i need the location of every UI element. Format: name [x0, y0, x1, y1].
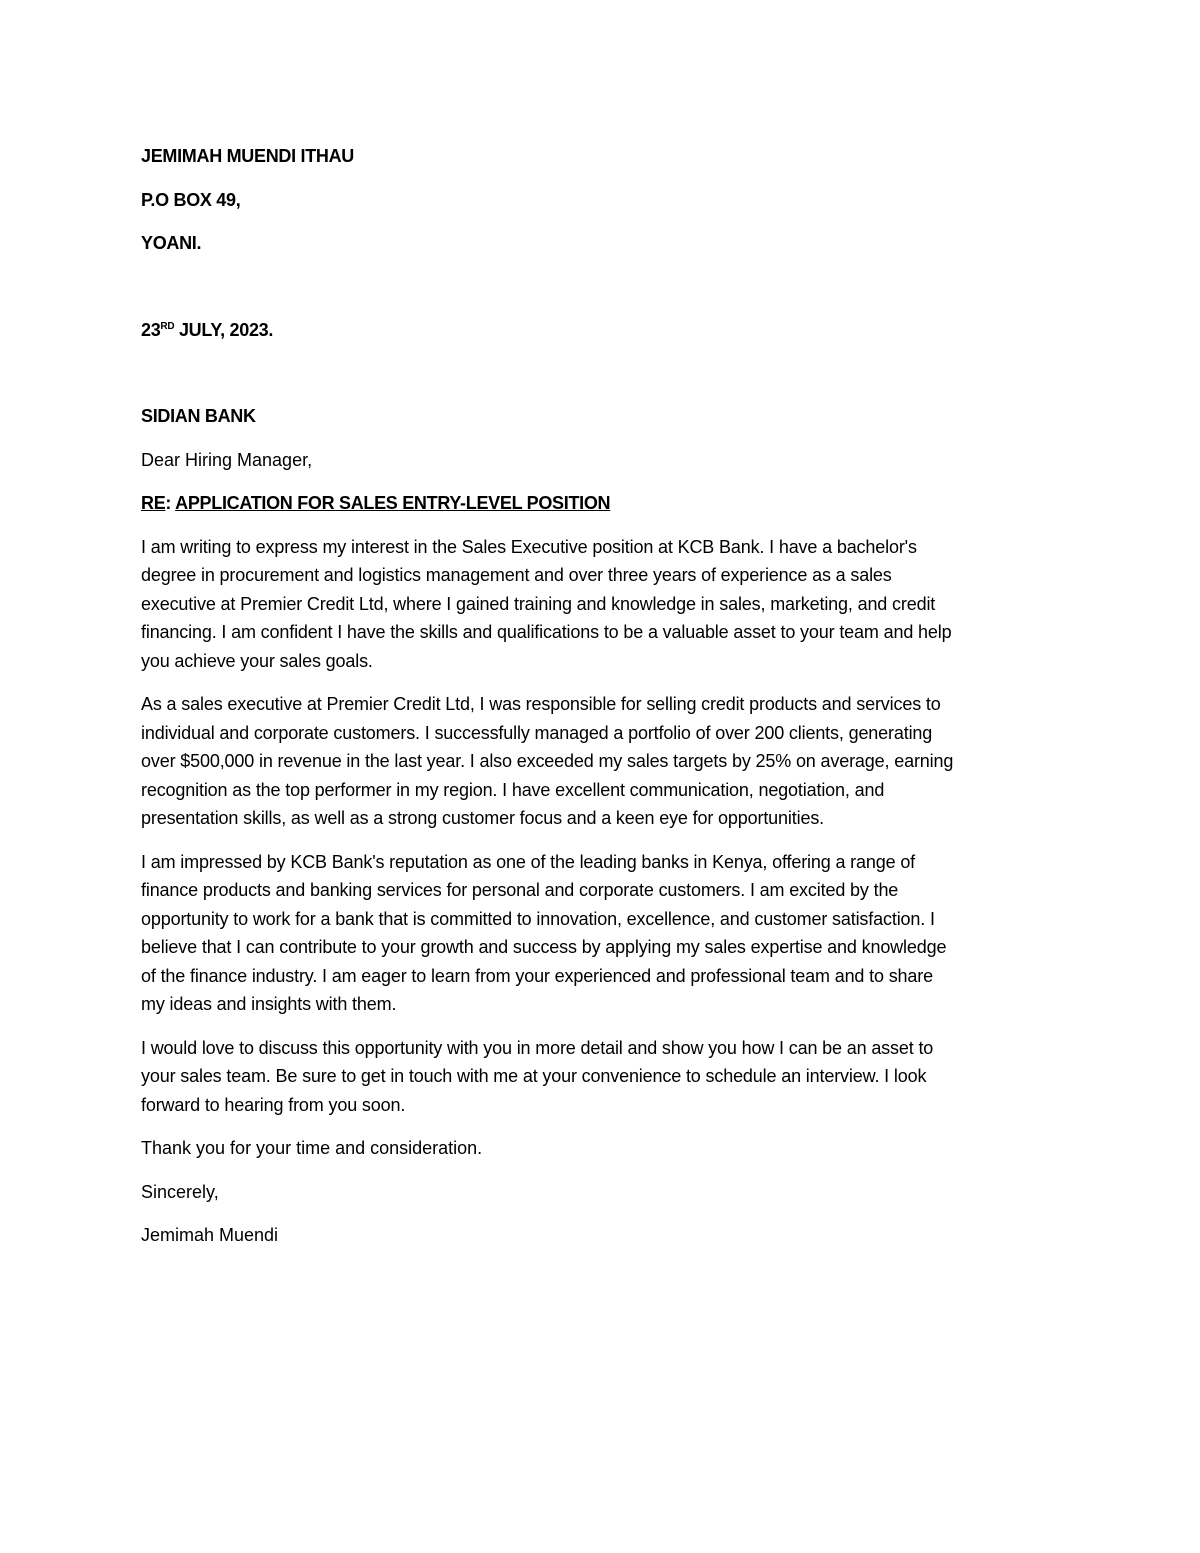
paragraph-line: finance products and banking services for personal and corporate customers. I am excited by the	[141, 880, 899, 900]
paragraph-line: opportunity to work for a bank that is committed to innovation, excellence, and customer satisfaction. I	[141, 908, 935, 929]
subject-prefix: RE	[141, 493, 166, 513]
paragraph-line: I am writing to express my interest in the Sales Executive position at KCB Bank. I have a bachelor's	[141, 536, 917, 557]
paragraph-line: forward to hearing from you soon.	[141, 1094, 406, 1115]
paragraph-2	[141, 690, 1051, 833]
signature-name: Jemimah Muendi	[141, 1225, 279, 1245]
paragraph-line: recognition as the top performer in my region. I have excellent communication, negotiation, and	[141, 779, 885, 800]
paragraph-line: your sales team. Be sure to get in touch with me at your convenience to schedule an interview. I look	[141, 1066, 927, 1086]
paragraph-line: my ideas and insights with them.	[141, 994, 397, 1014]
paragraph-line: I am impressed by KCB Bank's reputation as one of the leading banks in Kenya, offering a range of	[141, 851, 916, 872]
paragraph-1	[141, 533, 1051, 676]
paragraph-line: you achieve your sales goals.	[141, 650, 373, 671]
date-rest: JULY, 2023.	[174, 319, 274, 340]
paragraph-4	[141, 1034, 1051, 1120]
paragraph-line: executive at Premier Credit Ltd, where I gained training and knowledge in sales, marketing, and credit	[141, 593, 936, 614]
thanks-line: Thank you for your time and consideration.	[141, 1138, 483, 1158]
paragraph-line: presentation skills, as well as a strong customer focus and a keen eye for opportunities.	[141, 808, 825, 828]
date-ordinal: RD	[160, 320, 175, 332]
paragraph-line: individual and corporate customers. I successfully managed a portfolio of over 200 clients, generating	[141, 722, 933, 743]
sender-name: JEMIMAH MUENDI ITHAU	[141, 146, 354, 166]
paragraph-line: believe that I can contribute to your growth and success by applying my sales expertise and knowledge	[141, 937, 947, 957]
recipient-name: SIDIAN BANK	[141, 406, 256, 426]
paragraph-line: As a sales executive at Premier Credit Ltd, I was responsible for selling credit products and services to	[141, 694, 941, 714]
paragraph-3	[141, 848, 1051, 1019]
paragraph-line: degree in procurement and logistics management and over three years of experience as a sales	[141, 565, 892, 585]
salutation: Dear Hiring Manager,	[141, 449, 313, 470]
letter-date	[141, 316, 1051, 345]
closing-line: Sincerely,	[141, 1181, 219, 1202]
subject-colon: :	[165, 493, 176, 513]
letter-body	[141, 140, 1051, 1250]
subject-text: APPLICATION FOR SALES ENTRY-LEVEL POSITION	[175, 493, 611, 513]
sender-address-line2: YOANI.	[141, 233, 202, 253]
subject-line	[141, 489, 1051, 518]
paragraph-line: financing. I am confident I have the skills and qualifications to be a valuable asset to your team and help	[141, 622, 952, 642]
date-day: 23	[141, 319, 161, 340]
paragraph-line: of the finance industry. I am eager to learn from your experienced and professional team and to share	[141, 965, 933, 986]
paragraph-line: over $500,000 in revenue in the last year. I also exceeded my sales targets by 25% on average, earning	[141, 751, 954, 771]
sender-address-line1: P.O BOX 49,	[141, 189, 241, 210]
paragraph-line: I would love to discuss this opportunity with you in more detail and show you how I can be an asset to	[141, 1037, 934, 1058]
